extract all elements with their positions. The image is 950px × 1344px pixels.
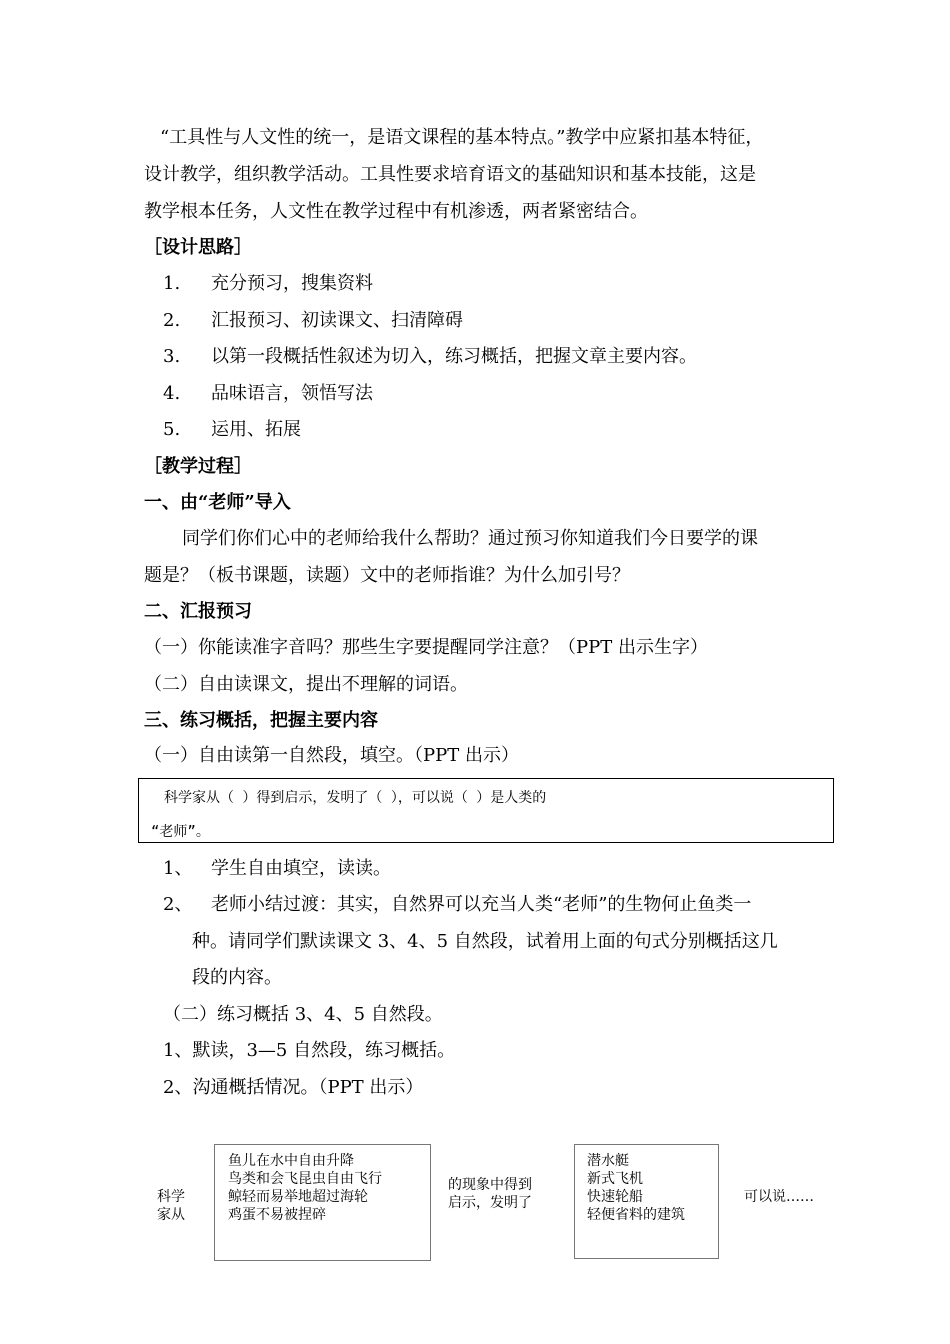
design-item-2 bbox=[163, 310, 463, 332]
design-heading: ［设计思路］ bbox=[144, 237, 252, 258]
design-item-text: 运用、拓展 bbox=[211, 419, 301, 440]
phenomena-box bbox=[214, 1144, 431, 1261]
design-item-5 bbox=[163, 419, 301, 441]
step-number: 2、 bbox=[163, 894, 193, 915]
phenomenon-item: 鱼儿在水中自由升降 bbox=[228, 1153, 354, 1169]
phenomenon-item: 鸟类和会飞昆虫自由飞行 bbox=[228, 1171, 382, 1187]
intro-line-3: 教学根本任务，人文性在教学过程中有机渗透，两者紧密结合。 bbox=[144, 201, 648, 222]
diagram-left-label bbox=[157, 1188, 185, 1224]
section3-sub2-item-1: 1、默读，3—5 自然段，练习概括。 bbox=[163, 1040, 456, 1061]
design-item-number: 1. bbox=[163, 273, 181, 294]
invention-item: 新式飞机 bbox=[587, 1171, 643, 1187]
diagram-middle-label-line: 启示，发明了 bbox=[448, 1195, 532, 1211]
design-item-number: 5. bbox=[163, 419, 181, 440]
diagram-left-label-line: 科学 bbox=[157, 1189, 185, 1205]
phenomenon-item: 鲸轻而易举地超过海轮 bbox=[228, 1189, 368, 1205]
design-item-text: 汇报预习、初读课文、扫清障碍 bbox=[211, 310, 463, 331]
section3-step-2-line-3: 段的内容。 bbox=[192, 967, 282, 988]
design-item-number: 3. bbox=[163, 346, 181, 367]
design-item-number: 2. bbox=[163, 310, 181, 331]
invention-item: 潜水艇 bbox=[587, 1153, 629, 1169]
section2-item-2: （二）自由读课文，提出不理解的词语。 bbox=[144, 674, 468, 695]
section1-title: 一、由“老师”导入 bbox=[144, 492, 291, 513]
design-item-text: 品味语言，领悟写法 bbox=[211, 383, 373, 404]
step-number: 1、 bbox=[163, 858, 193, 879]
diagram-middle-label bbox=[448, 1176, 532, 1212]
intro-line-2: 设计教学，组织教学活动。工具性要求培育语文的基础知识和基本技能，这是 bbox=[144, 164, 756, 185]
section3-sub2-item-2: 2、沟通概括情况。（PPT 出示） bbox=[163, 1077, 424, 1098]
diagram-middle-label-line: 的现象中得到 bbox=[448, 1177, 532, 1193]
design-item-4 bbox=[163, 383, 373, 405]
section3-sub2: （二）练习概括 3、4、5 自然段。 bbox=[163, 1004, 443, 1025]
section1-line-1: 同学们你们心中的老师给我什么帮助？通过预习你知道我们今日要学的课 bbox=[182, 528, 758, 549]
section3-step-2-line-2: 种。请同学们默读课文 3、4、5 自然段，试着用上面的句式分别概括这几 bbox=[192, 931, 778, 952]
invention-item: 轻便省料的建筑 bbox=[587, 1207, 685, 1223]
section3-step-2 bbox=[163, 894, 751, 916]
section2-title: 二、汇报预习 bbox=[144, 601, 252, 622]
section3-step-1 bbox=[163, 858, 391, 880]
section1-line-2: 题是？（板书课题，读题）文中的老师指谁？为什么加引号？ bbox=[144, 565, 630, 586]
intro-line-1: “工具性与人文性的统一，是语文课程的基本特点。”教学中应紧扣基本特征， bbox=[160, 127, 764, 148]
fill-box-line-1: 科学家从（ ）得到启示，发明了（ ），可以说（ ）是人类的 bbox=[164, 790, 547, 806]
inventions-box bbox=[574, 1144, 719, 1259]
section3-title: 三、练习概括，把握主要内容 bbox=[144, 710, 378, 731]
design-item-text: 以第一段概括性叙述为切入，练习概括，把握文章主要内容。 bbox=[211, 346, 697, 367]
invention-item: 快速轮船 bbox=[587, 1189, 643, 1205]
section3-sub1: （一）自由读第一自然段，填空。（PPT 出示） bbox=[144, 745, 519, 766]
diagram-right-label: 可以说…… bbox=[744, 1189, 814, 1205]
fill-box-line-2: “老师”。 bbox=[151, 824, 210, 840]
phenomenon-item: 鸡蛋不易被捏碎 bbox=[228, 1207, 326, 1223]
fill-in-blank-box bbox=[138, 778, 834, 843]
section2-item-1: （一）你能读准字音吗？那些生字要提醒同学注意？（PPT 出示生字） bbox=[144, 637, 708, 658]
design-item-1 bbox=[163, 273, 373, 295]
design-item-text: 充分预习，搜集资料 bbox=[211, 273, 373, 294]
design-item-3 bbox=[163, 346, 697, 368]
step-text: 学生自由填空，读读。 bbox=[211, 858, 391, 879]
diagram-left-label-line: 家从 bbox=[157, 1207, 185, 1223]
design-item-number: 4. bbox=[163, 383, 181, 404]
step-text: 老师小结过渡：其实，自然界可以充当人类“老师”的生物何止鱼类一 bbox=[211, 894, 752, 915]
process-heading: ［教学过程］ bbox=[144, 456, 252, 477]
